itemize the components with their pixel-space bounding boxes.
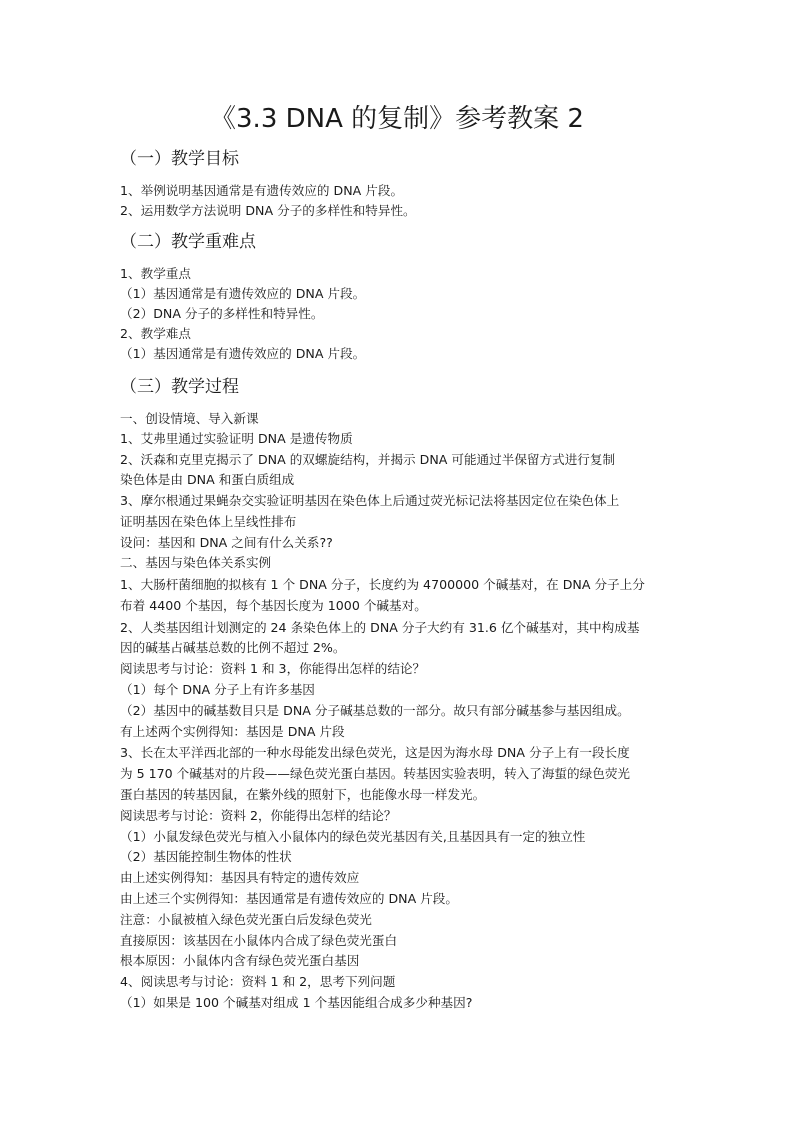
paragraph-line: 4、阅读思考与讨论：资料 1 和 2，思考下列问题 bbox=[120, 974, 396, 989]
paragraph-line: 2、运用数学方法说明 DNA 分子的多样性和特异性。 bbox=[120, 203, 416, 218]
paragraph-line: （1）每个 DNA 分子上有许多基因 bbox=[120, 682, 315, 697]
paragraph-line: 设问：基因和 DNA 之间有什么关系?? bbox=[120, 535, 333, 550]
paragraph-line: 由上述实例得知：基因具有特定的遗传效应 bbox=[120, 870, 360, 885]
section-heading-key-points: （二）教学重难点 bbox=[120, 232, 256, 252]
paragraph-line: 证明基因在染色体上呈线性排布 bbox=[120, 514, 297, 529]
paragraph-line: 1、举例说明基因通常是有遗传效应的 DNA 片段。 bbox=[120, 183, 404, 198]
section-heading-process: （三）教学过程 bbox=[120, 377, 239, 397]
paragraph-line: 2、人类基因组计划测定的 24 条染色体上的 DNA 分子大约有 31.6 亿个碱基对，其中构成基 bbox=[120, 620, 640, 635]
paragraph-line: 为 5 170 个碱基对的片段——绿色荧光蛋白基因。转基因实验表明，转入了海蜇的绿色荧光 bbox=[120, 766, 631, 781]
paragraph-line: 阅读思考与讨论：资料 1 和 3，你能得出怎样的结论？ bbox=[120, 661, 426, 676]
paragraph-line: 2、教学难点 bbox=[120, 326, 191, 341]
paragraph-line: 由上述三个实例得知：基因通常是有遗传效应的 DNA 片段。 bbox=[120, 891, 458, 906]
paragraph-line: 有上述两个实例得知：基因是 DNA 片段 bbox=[120, 724, 345, 739]
paragraph-line: 阅读思考与讨论：资料 2，你能得出怎样的结论？ bbox=[120, 808, 397, 823]
paragraph-line: （1）如果是 100 个碱基对组成 1 个基因能组合成多少种基因? bbox=[120, 995, 473, 1010]
paragraph-line: （2）基因能控制生物体的性状 bbox=[120, 849, 292, 864]
paragraph-line: 染色体是由 DNA 和蛋白质组成 bbox=[120, 472, 295, 487]
paragraph-line: 2、沃森和克里克揭示了 DNA 的双螺旋结构，并揭示 DNA 可能通过半保留方式进行复制 bbox=[120, 452, 616, 467]
paragraph-line: 布着 4400 个基因，每个基因长度为 1000 个碱基对。 bbox=[120, 598, 427, 613]
paragraph-line: （2）DNA 分子的多样性和特异性。 bbox=[120, 306, 324, 321]
paragraph-line: 根本原因：小鼠体内含有绿色荧光蛋白基因 bbox=[120, 953, 360, 968]
paragraph-line: （1）小鼠发绿色荧光与植入小鼠体内的绿色荧光基因有关,且基因具有一定的独立性 bbox=[120, 829, 586, 844]
paragraph-line: 直接原因：该基因在小鼠体内合成了绿色荧光蛋白 bbox=[120, 933, 398, 948]
paragraph-line: 1、艾弗里通过实验证明 DNA 是遗传物质 bbox=[120, 431, 353, 446]
document-title: 《3.3 DNA 的复制》参考教案 2 bbox=[210, 104, 584, 134]
paragraph-line: 1、教学重点 bbox=[120, 266, 191, 281]
paragraph-line: 蛋白基因的转基因鼠，在紫外线的照射下，也能像水母一样发光。 bbox=[120, 787, 486, 802]
paragraph-line: （2）基因中的碱基数目只是 DNA 分子碱基总数的一部分。故只有部分碱基参与基因组成。 bbox=[120, 703, 630, 718]
paragraph-line: 注意：小鼠被植入绿色荧光蛋白后发绿色荧光 bbox=[120, 912, 372, 927]
paragraph-line: 二、基因与染色体关系实例 bbox=[120, 555, 272, 570]
paragraph-line: 3、长在太平洋西北部的一种水母能发出绿色荧光，这是因为海水母 DNA 分子上有一段长度 bbox=[120, 745, 630, 760]
paragraph-line: （1）基因通常是有遗传效应的 DNA 片段。 bbox=[120, 286, 366, 301]
paragraph-line: （1）基因通常是有遗传效应的 DNA 片段。 bbox=[120, 346, 366, 361]
section-heading-goals: （一）教学目标 bbox=[120, 149, 239, 169]
paragraph-line: 因的碱基占碱基总数的比例不超过 2%。 bbox=[120, 640, 346, 655]
paragraph-line: 1、大肠杆菌细胞的拟核有 1 个 DNA 分子，长度约为 4700000 个碱基对，在 DNA 分子上分 bbox=[120, 577, 645, 592]
paragraph-line: 一、创设情境、导入新课 bbox=[120, 411, 259, 426]
paragraph-line: 3、摩尔根通过果蝇杂交实验证明基因在染色体上后通过荧光标记法将基因定位在染色体上 bbox=[120, 493, 620, 508]
